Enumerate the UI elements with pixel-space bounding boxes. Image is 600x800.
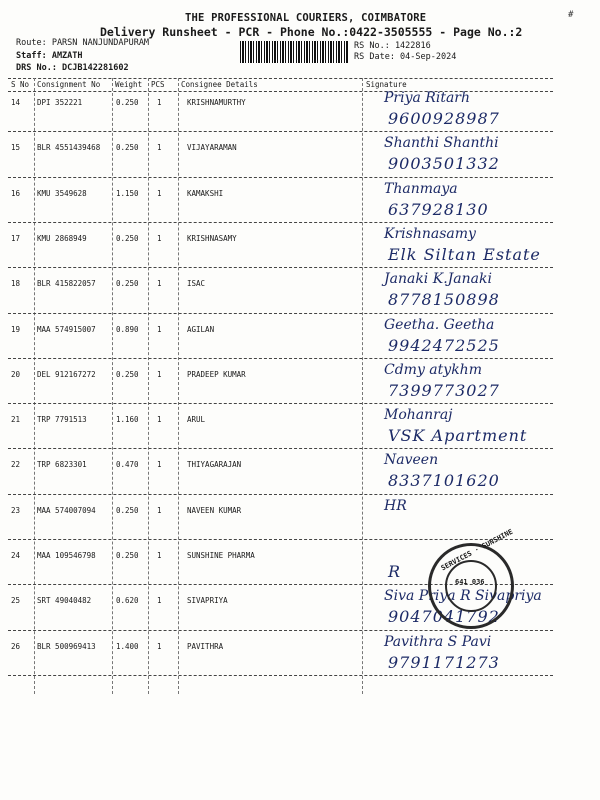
cell-consignee: NAVEEN KUMAR xyxy=(187,505,242,515)
cell-weight: 0.620 xyxy=(116,596,139,606)
signature-name: Thanmaya xyxy=(384,180,458,197)
signature-phone: 8778150898 xyxy=(388,290,500,310)
cell-weight: 0.250 xyxy=(116,233,139,243)
cell-pcs: 1 xyxy=(157,641,162,651)
cell-sno: 21 xyxy=(11,415,21,425)
cell-sno: 18 xyxy=(11,279,21,289)
column-divider xyxy=(362,78,363,694)
signature-name: Shanthi Shanthi xyxy=(384,135,499,152)
cell-consignee: KAMAKSHI xyxy=(187,188,224,198)
signature-phone: 9600928987 xyxy=(388,109,500,128)
cell-consignee: PAVITHRA xyxy=(187,641,224,651)
row-divider xyxy=(8,267,553,268)
signature-phone: 637928130 xyxy=(388,199,489,219)
signature-name: Geetha. Geetha xyxy=(384,316,495,333)
stamp-pin-code: 641 036 xyxy=(455,578,485,586)
drs-number: DRS No.: DCJB142281602 xyxy=(16,63,129,73)
cell-consignment: MAA 109546798 xyxy=(37,551,96,560)
column-header-sno: S No xyxy=(11,80,30,89)
barcode xyxy=(240,41,348,63)
cell-consignment: DPI 352221 xyxy=(37,98,83,107)
cell-weight: 0.250 xyxy=(116,143,139,153)
cell-pcs: 1 xyxy=(157,551,162,560)
signature-name: Cdmy atykhm xyxy=(384,361,482,378)
cell-consignee: ARUL xyxy=(187,415,206,425)
column-header-consignee: Consignee Details xyxy=(181,80,258,89)
cell-consignee: THIYAGARAJAN xyxy=(187,460,242,470)
runsheet-title: Delivery Runsheet - PCR - Phone No.:0422-3505555 - Page No.:2 xyxy=(100,25,523,39)
cell-pcs: 1 xyxy=(157,233,162,243)
cell-pcs: 1 xyxy=(157,505,162,515)
cell-consignee: KRISHNASAMY xyxy=(187,233,237,243)
staff-label: Staff: AMZATH xyxy=(16,51,83,61)
cell-sno: 22 xyxy=(11,460,21,470)
signature-name: Pavithra S Pavi xyxy=(384,633,492,650)
company-stamp-inner-ring xyxy=(445,560,497,612)
row-divider xyxy=(8,131,553,132)
cell-sno: 24 xyxy=(11,551,21,560)
row-divider xyxy=(8,539,553,540)
cell-consignment: SRT 49040482 xyxy=(37,596,92,606)
column-header-pcs: PCS xyxy=(151,80,165,89)
cell-weight: 1.150 xyxy=(116,188,139,198)
row-divider xyxy=(8,177,553,178)
row-divider xyxy=(8,222,553,223)
corner-mark: # xyxy=(568,10,574,20)
column-header-signature: Signature xyxy=(366,80,407,89)
signature-phone: VSK Apartment xyxy=(388,426,528,446)
cell-pcs: 1 xyxy=(157,98,162,107)
column-divider xyxy=(34,78,35,694)
cell-consignee: AGILAN xyxy=(187,324,215,334)
cell-pcs: 1 xyxy=(157,415,162,425)
signature-phone: 9047041792 xyxy=(388,607,500,627)
cell-consignee: ISAC xyxy=(187,279,206,289)
cell-sno: 25 xyxy=(11,596,21,606)
cell-consignment: MAA 574915007 xyxy=(37,324,96,334)
row-divider xyxy=(8,313,553,314)
cell-sno: 19 xyxy=(11,324,21,334)
cell-pcs: 1 xyxy=(157,279,162,289)
column-header-consignment: Consignment No xyxy=(37,80,101,89)
cell-sno: 14 xyxy=(11,98,21,107)
cell-pcs: 1 xyxy=(157,596,162,606)
cell-weight: 1.160 xyxy=(116,415,139,425)
signature-name: Mohanraj xyxy=(384,407,453,424)
cell-consignment: BLR 415822057 xyxy=(37,279,96,289)
signature-phone: Elk Siltan Estate xyxy=(388,244,541,264)
signature-phone: 9003501332 xyxy=(388,154,500,174)
signature-name: Janaki K.Janaki xyxy=(384,271,492,288)
cell-weight: 0.250 xyxy=(116,98,139,107)
rs-number: RS No.: 1422816 xyxy=(354,41,431,51)
table-top-rule xyxy=(8,78,553,79)
rs-date: RS Date: 04-Sep-2024 xyxy=(354,52,457,62)
cell-weight: 0.470 xyxy=(116,460,139,470)
signature-phone: 9942472525 xyxy=(388,335,500,355)
cell-weight: 0.250 xyxy=(116,551,139,560)
column-divider xyxy=(148,78,149,694)
signature-name: Naveen xyxy=(384,452,439,469)
cell-consignee: SUNSHINE PHARMA xyxy=(187,551,255,560)
cell-consignment: BLR 4551439468 xyxy=(37,143,101,153)
row-divider xyxy=(8,675,553,676)
cell-consignment: MAA 574007094 xyxy=(37,505,96,515)
cell-weight: 1.400 xyxy=(116,641,139,651)
cell-weight: 0.890 xyxy=(116,324,139,334)
table-header-rule xyxy=(8,91,553,92)
cell-consignment: KMU 3549628 xyxy=(37,188,87,198)
row-divider xyxy=(8,358,553,359)
cell-consignee: VIJAYARAMAN xyxy=(187,143,237,153)
signature-phone: R xyxy=(388,562,402,581)
cell-sno: 15 xyxy=(11,143,21,153)
cell-consignee: KRISHNAMURTHY xyxy=(187,98,246,107)
cell-weight: 0.250 xyxy=(116,505,139,515)
cell-sno: 26 xyxy=(11,641,21,651)
column-divider xyxy=(112,78,113,694)
cell-consignee: SIVAPRIYA xyxy=(187,596,228,606)
column-divider xyxy=(178,78,179,694)
signature-name: Siva Priya R Sivapriya xyxy=(384,588,542,605)
cell-consignment: TRP 7791513 xyxy=(37,415,87,425)
cell-sno: 17 xyxy=(11,233,21,243)
signature-phone: 9791171273 xyxy=(388,652,500,672)
cell-sno: 16 xyxy=(11,188,21,198)
cell-pcs: 1 xyxy=(157,369,162,379)
cell-consignment: TRP 6823301 xyxy=(37,460,87,470)
signature-name: Krishnasamy xyxy=(384,225,476,242)
signature-name: HR xyxy=(384,497,407,514)
row-divider xyxy=(8,630,553,631)
cell-consignee: PRADEEP KUMAR xyxy=(187,369,246,379)
route-label: Route: PARSN NANJUNDAPURAM xyxy=(16,38,150,48)
cell-pcs: 1 xyxy=(157,143,162,153)
cell-consignment: KMU 2868949 xyxy=(37,233,87,243)
row-divider xyxy=(8,448,553,449)
cell-consignment: BLR 500969413 xyxy=(37,641,96,651)
signature-phone: 7399773027 xyxy=(388,380,500,400)
stamp-text: SERVICES · SUNSHINE xyxy=(439,527,515,573)
cell-pcs: 1 xyxy=(157,324,162,334)
cell-pcs: 1 xyxy=(157,460,162,470)
cell-weight: 0.250 xyxy=(116,369,139,379)
cell-weight: 0.250 xyxy=(116,279,139,289)
cell-sno: 20 xyxy=(11,369,21,379)
row-divider xyxy=(8,494,553,495)
company-name: THE PROFESSIONAL COURIERS, COIMBATORE xyxy=(185,12,427,24)
signature-phone: 8337101620 xyxy=(388,471,500,491)
cell-sno: 23 xyxy=(11,505,21,515)
signature-name: Priya Ritarh xyxy=(384,90,470,106)
cell-consignment: DEL 912167272 xyxy=(37,369,96,379)
column-header-weight: Weight xyxy=(115,80,143,89)
row-divider xyxy=(8,403,553,404)
cell-pcs: 1 xyxy=(157,188,162,198)
